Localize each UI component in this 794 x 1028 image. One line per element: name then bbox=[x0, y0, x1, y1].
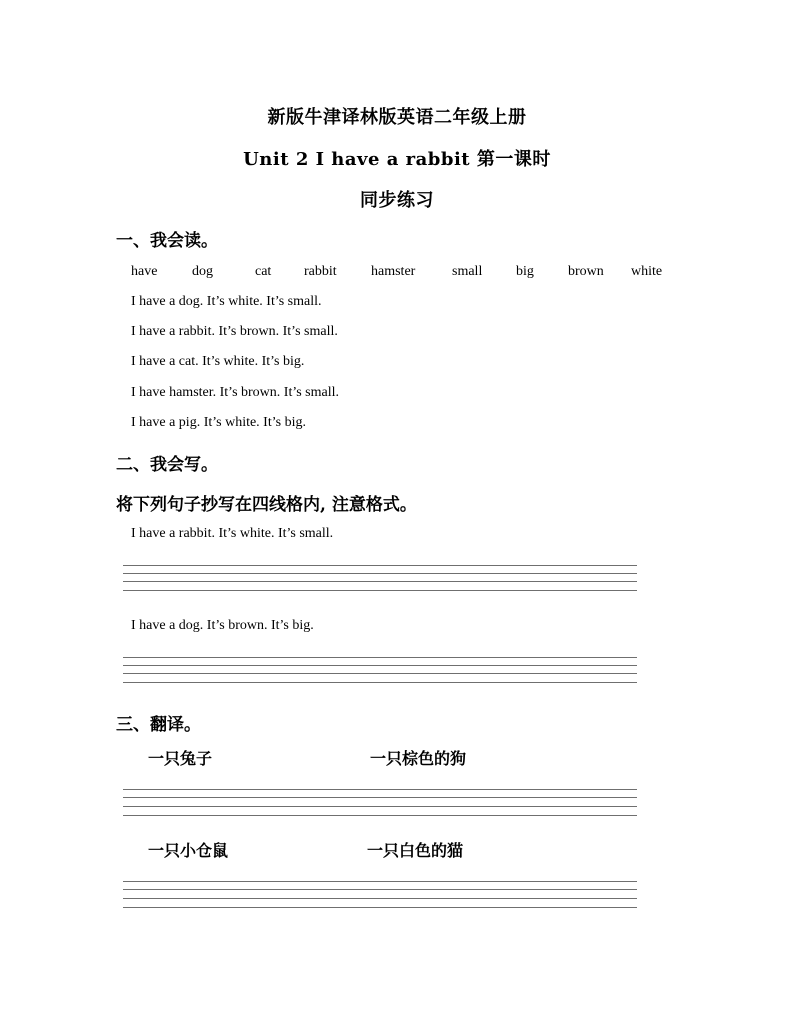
vocab-word: dog bbox=[192, 264, 213, 279]
reading-sentence: I have a rabbit. It’s brown. It’s small. bbox=[131, 324, 338, 339]
unit-title: Unit 2 I have a rabbit 第一课时 bbox=[243, 149, 551, 170]
translate-item: 一只兔子 bbox=[148, 749, 213, 768]
vocab-word: small bbox=[452, 264, 483, 279]
reading-sentence: I have a cat. It’s white. It’s big. bbox=[131, 354, 305, 369]
four-line-grid[interactable] bbox=[123, 657, 637, 689]
document-title: 新版牛津译林版英语二年级上册 bbox=[267, 107, 527, 128]
section-translate-heading: 三、翻译。 bbox=[116, 715, 201, 735]
four-line-grid[interactable] bbox=[123, 789, 637, 821]
vocab-word: have bbox=[131, 264, 158, 279]
section-read-heading: 一、我会读。 bbox=[116, 231, 218, 251]
vocab-word: white bbox=[631, 264, 663, 279]
translate-item: 一只小仓鼠 bbox=[148, 841, 229, 860]
copy-sentence: I have a rabbit. It’s white. It’s small. bbox=[131, 526, 334, 541]
vocab-word: hamster bbox=[371, 264, 416, 279]
four-line-grid[interactable] bbox=[123, 881, 637, 913]
vocab-word: cat bbox=[255, 264, 272, 279]
reading-sentence: I have a pig. It’s white. It’s big. bbox=[131, 415, 306, 430]
vocab-word: big bbox=[516, 264, 534, 279]
exercise-title: 同步练习 bbox=[360, 190, 434, 211]
translate-item: 一只白色的猫 bbox=[367, 841, 464, 860]
reading-sentence: I have a dog. It’s white. It’s small. bbox=[131, 294, 322, 309]
copy-sentence: I have a dog. It’s brown. It’s big. bbox=[131, 618, 314, 633]
vocab-word: brown bbox=[568, 264, 604, 279]
four-line-grid[interactable] bbox=[123, 565, 637, 597]
vocab-word: rabbit bbox=[304, 264, 337, 279]
write-instruction: 将下列句子抄写在四线格内, 注意格式。 bbox=[116, 495, 417, 515]
translate-item: 一只棕色的狗 bbox=[370, 749, 467, 768]
section-write-heading: 二、我会写。 bbox=[116, 455, 218, 475]
reading-sentence: I have hamster. It’s brown. It’s small. bbox=[131, 385, 340, 400]
